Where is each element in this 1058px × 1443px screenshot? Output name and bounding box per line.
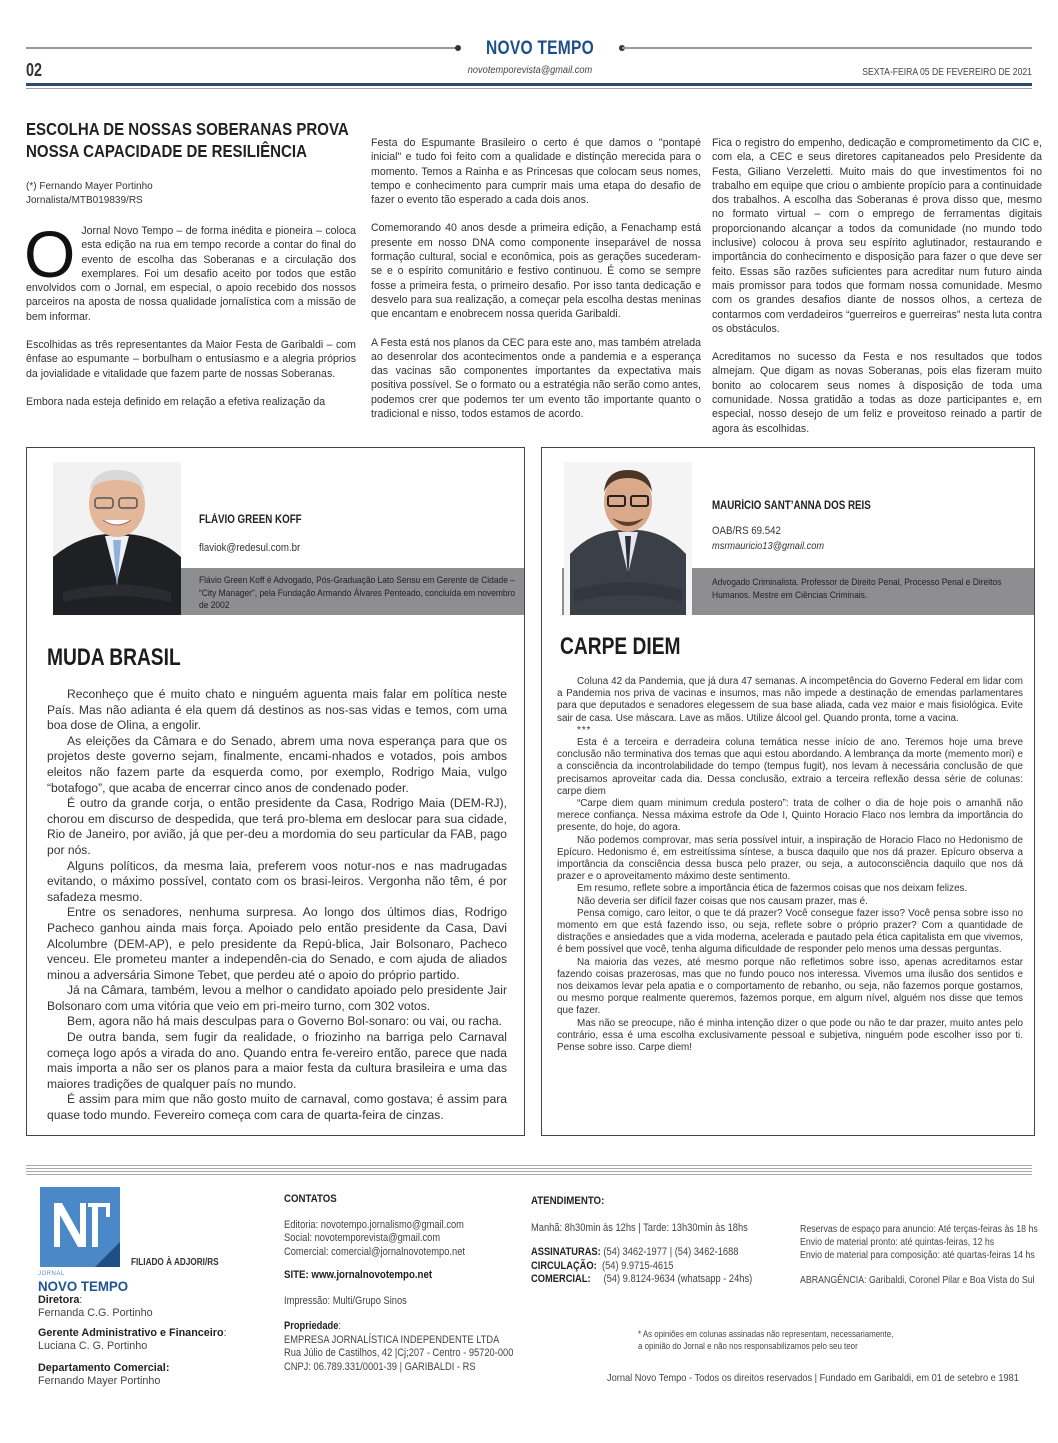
column-paragraph: Bem, agora não há mais desculpas para o Governo Bol-sonaro: ou vai, ou racha. — [67, 1014, 502, 1029]
disclaimer-line: * As opiniões em colunas assinadas não representam, necessariamente, — [638, 1329, 894, 1339]
author-bio: Flávio Green Koff é Advogado, Pós-Graduação Lato Sensu em Gerente de Cidade – “City Manager”, pela Fundação Armando Álvares Penteado, concluída em novembro de 2002 — [199, 574, 516, 610]
printing-info: Impressão: Multi/Grupo Sinos — [284, 1294, 407, 1307]
masthead-dot-left — [455, 45, 461, 51]
author-photo — [564, 462, 692, 615]
contact-social[interactable]: Social: novotemporevista@gmail.com — [284, 1232, 441, 1244]
column-carpe-diem — [541, 447, 1035, 1136]
author-name: MAURÍCIO SANT’ANNA DOS REIS — [712, 500, 871, 512]
page-number: 02 — [26, 60, 43, 80]
column-title: CARPE DIEM — [560, 633, 681, 660]
portrait-icon — [53, 462, 181, 615]
masthead-title: NOVO TEMPO — [485, 38, 595, 59]
staff-name: Fernando Mayer Portinho — [38, 1374, 161, 1387]
property-address: Rua Júlio de Castilhos, 42 |Cj;207 - Centro - 95720-000 — [284, 1347, 514, 1359]
section-separator: *** — [577, 724, 592, 736]
contacts-block: CONTATOS Editoria: novotempo.jornalismo@gmail.com Social: novotemporevista@gmail.com Comercial: comercial@jornalnovotempo.net SITE: www.jornalnovotempo.net Impressão: Multi/Grupo Sinos Propriedade: EMPRESA JORNALÍSTICA INDEPENDENTE LTDA Rua Júlio de Castilhos, 42 |Cj;207 - Centro - 95720-000 CNPJ: 06.789.331/0001-39 | GARIBALDI - RS — [284, 1193, 514, 1373]
service-hours: Manhã: 8h30min às 12hs | Tarde: 13h30min às 18hs — [531, 1221, 748, 1234]
staff-role: Departamento Comercial — [38, 1362, 166, 1374]
editorial-paragraph-continued: Embora nada esteja definido em relação a efetiva realização da — [26, 395, 326, 408]
edition-date: SEXTA-FEIRA 05 DE FEVEREIRO DE 2021 — [862, 66, 1032, 78]
column-body — [557, 676, 1023, 1054]
column-paragraph: É outro da grande corja, o então presidente da Casa, Rodrigo Maia (DEM-RJ), chorou em discurso de despedida, que terá pro-blema em deslocar para sua cidade, Rio de Janeiro, por avião, já que per-deu a mordomia do seu particular da FAB, pago por nós. — [47, 796, 507, 857]
lead-text: Jornal Novo Tempo – de forma inédita e pioneira – coloca esta edição na rua em tempo recorde a contar do final do evento de escolha das Soberanas e a circulação dos exemplares. Foi um desafio aceito por todos que estão envolvidos com o Jornal, em especial, o apoio recebido dos nossos parceiros na aposta de nossa qualidade jornalística com a missão de bem informar. — [26, 225, 356, 323]
column-paragraph: Não deveria ser difícil fazer coisas que nos causam prazer, mas é. — [577, 895, 868, 907]
byline-role: Jornalista/MTB019839/RS — [26, 195, 143, 206]
service-heading: ATENDIMENTO: — [531, 1195, 605, 1207]
editorial-byline — [26, 180, 356, 208]
editorial-paragraph: Escolhidas as três representantes da Maior Festa de Garibaldi – com ênfase ao espumante – borbulham o entusiasmo e a alegria próprios da jovialidade e vitalidade que fazem parte de nossas Soberanas. — [26, 339, 356, 380]
column-paragraph: “Carpe diem quam minimum credula postero”: trata de colher o dia de hoje pois o amanhã não merece confiança. Nessa máxima estrofe da Ode I, Quinto Horacio Flaco nos lembra da importância do presente, do hoje, do agora. — [557, 798, 1023, 834]
column-paragraph: Entre os senadores, nenhuma surpresa. Ao longo dos últimos dias, Rodrigo Pacheco ganhou ainda mais força. Apoiado pelo então presidente da Casa, Davi Alcolumbre (DEM-AP), e pelo presidente da Repú-blica, Jair Bolsonaro, Pacheco venceu. Ele prometeu manter a independên-cia do Senado, e com ajuda de aliados minou a adversária Simone Tebet, que perdeu até o apoio do próprio partido. — [47, 905, 507, 982]
masthead-rule-left — [26, 47, 456, 49]
affiliation: FILIADO À ADJORI/RS — [131, 1257, 219, 1268]
deadline-item: Envio de material pronto: até quintas-feiras, 12 hs — [800, 1237, 995, 1248]
editorial-headline — [26, 118, 361, 162]
author-email[interactable]: flaviok@redesul.com.br — [199, 542, 301, 554]
headline-line-1: ESCOLHA DE NOSSAS SOBERANAS PROVA — [26, 119, 349, 139]
contact-editoria[interactable]: Editoria: novotempo.jornalismo@gmail.com — [284, 1218, 464, 1231]
footer-rule — [26, 1165, 1032, 1166]
contacts-heading: CONTATOS — [284, 1193, 337, 1205]
column-paragraph: Já na Câmara, também, levou a melhor o candidato apoiado pelo presidente Jair Bolsonaro com uma vitória que veio em pri-meiro turno, com 302 votos. — [47, 983, 507, 1013]
dropcap-letter: O — [24, 217, 76, 291]
column-paragraph: Pensa comigo, caro leitor, o que te dá prazer? Você consegue fazer isso? Você pensa sobre isso no momento em que está fazendo isso, ou seja, reflete sobre o próprio prazer? Com a quantidade de distrações e ansiedades que a vida moderna, acelerada e pautado pela ética capitalista em que vivemos, é bem possível que você, tenha alguma dificuldade de responder pelo menos uma dessas perguntas. — [557, 907, 1023, 956]
nt-logo-icon — [40, 1187, 120, 1267]
column-paragraph: Reconheço que é muito chato e ninguém aguenta mais falar em política neste País. Mas não adianta é ela quem dá destinos as nos-sas vidas e temos, com uma boa dose de Olina, a engolir. — [47, 687, 507, 733]
property-cnpj: CNPJ: 06.789.331/0001-39 | GARIBALDI - RS — [284, 1360, 476, 1373]
footer-rule — [26, 1174, 1032, 1175]
circulation-phone[interactable]: (54) 9.9715-4615 — [601, 1259, 674, 1272]
author-photo — [53, 462, 181, 615]
staff-manager: Gerente Administrativo e Financeiro: Luciana C. G. Portinho — [38, 1327, 227, 1352]
editorial-paragraph: Fica o registro do empenho, dedicação e comprometimento da CIC e, com ela, a CEC e seus diretores capitaneados pelo Presidente da Festa, Giliano Verzeletti. Muito mais do que investimentos foi no trabalho em equipe que criou o ambiente propício para a continuidade dos trabalhos. A escolha das Soberanas é prova disso que, mesmo no formato virtual – com o emprego de ferramentas digitais proporcionando alcançar a todos da comunidade (no mundo todo inclusive) colocou à prova seu espírito aglutinador, restaurando e importância do conhecimento e disposição para fazer o que deve ser feito. Essas são razões suficientes para acreditar num futuro ainda mais promissor para todos que formam nossa comunidade. Mesmo com os grandes desafios diante de nossos olhos, a certeza de contarmos com verdadeiros “guerreiros e guerreiras” nesta luta contra os obstáculos. — [712, 137, 1042, 335]
copyright-line — [607, 1372, 1058, 1386]
staff-name: Luciana C. G. Portinho — [38, 1339, 148, 1352]
column-paragraph: Esta é a terceira e derradeira coluna temática nesse início de ano. Teremos hoje uma breve conclusão não terminativa dos temas que aqui estou abordando. A lembrança da morte (memento mori) e a consciência da incontrolabilidade do tempo (tempus fugit), nos levam à necessária conclusão de que precisamos aproveitar cada dia. Dessa conclusão, extraio a terceira reflexão dessa série de colunas: carpe diem — [557, 737, 1023, 797]
disclaimer — [638, 1328, 928, 1352]
deadline-item: Reservas de espaço para anuncio: Até terças-feiras às 18 hs — [800, 1224, 1038, 1235]
column-paragraph: É assim para mim que não gosto muito de carnaval, como gostava; é assim para quase todo mundo. Fevereiro começa com cara de quarta-feira de cinzas. — [47, 1092, 507, 1123]
site-link[interactable]: SITE: www.jornalnovotempo.net — [284, 1269, 433, 1281]
editorial-column-3 — [712, 136, 1042, 450]
circulation-label: CIRCULAÇÃO: — [531, 1259, 597, 1272]
staff-name: Fernanda C.G. Portinho — [38, 1306, 153, 1319]
author-email[interactable]: msrmauricio13@gmail.com — [712, 540, 825, 552]
logo-subtitle: JORNAL — [38, 1271, 65, 1277]
footer-rule — [26, 1168, 1032, 1169]
service-block — [531, 1195, 782, 1287]
masthead-rule-right — [622, 47, 1032, 49]
portrait-icon — [564, 462, 692, 615]
author-registration: OAB/RS 69.542 — [712, 525, 781, 537]
column-body — [47, 687, 507, 1124]
editorial-paragraph: Acreditamos no sucesso da Festa e nos resultados que todos almejam. Que digam as novas Soberanas, pois elas fizeram muito bonito ao colocarem seus nomes à disposição de toda uma comunidade. Nossa gratidão a todas as doze participantes e, em especial, nosso desejo de um feliz e proveitoso reinado a partir de agora às escolhidas. — [712, 351, 1042, 435]
author-name: FLÁVIO GREEN KOFF — [199, 514, 302, 526]
editorial-paragraph: A Festa está nos planos da CEC para este ano, mas também atrelada ao desenrolar dos acontecimentos onde a pandemia e a esperança das vacinas são componentes importantes da expectativa mais positiva possível. Se o formato ou a estratégia não serão como antes, podemos crer que podemos ter um evento tão importante quanto o tradicional e nisso, todos estamos de acordo. — [371, 336, 701, 421]
byline-name: (*) Fernando Mayer Portinho — [26, 181, 153, 192]
editorial-column-2 — [371, 136, 701, 435]
disclaimer-line: a opinião do Jornal e não nos responsabilizamos pelo seu teor — [638, 1341, 858, 1351]
subscriptions-phone[interactable]: (54) 3462-1977 | (54) 3462-1688 — [603, 1246, 739, 1258]
coverage-area: ABRANGÊNCIA: Garibaldi, Coronel Pilar e Boa Vista do Sul — [800, 1275, 1035, 1286]
staff-director: Diretora: Fernanda C.G. Portinho — [38, 1294, 153, 1319]
column-title: MUDA BRASIL — [47, 644, 181, 671]
column-paragraph: Em resumo, reflete sobre a importância ética de fazermos coisas que nos deixam felizes. — [577, 883, 968, 895]
editorial-paragraph: Comemorando 40 anos desde a primeira edição, a Fenachamp está presente em nosso DNA como componente inseparável de nossa formação cultural, social e econômica, pois as gerações sucederam-se e o espírito comunitário e festivo continuou. É como se sempre fosse a primeira festa, o primeiro desafio. Por isso tanta dedicação e desvelo para sua realização, a começar pela escolha destas meninas que encantam e enobrecem nossa querida Garibaldi. — [371, 222, 701, 321]
logo-wordmark: NOVO TEMPO — [38, 1278, 129, 1294]
column-paragraph: Mas não se preocupe, não é minha intenção dizer o que pode ou não te dar prazer, muito antes pelo contrário, essa é uma escolha exclusivamente pessoal e subjetiva, ninguém pode escolher isso por ti. Pense sobre isso. Carpe diem! — [557, 1017, 1023, 1054]
editorial-paragraph: Festa do Espumante Brasileiro o certo é que damos o "pontapé inicial" e tudo foi feito com a qualidade e distinção merecida para o momento. Temos a Rainha e as Princesas que colocam seus nomes, tempo e conhecimento para cumprir mais uma etapa do desafio de fazer o evento tão esperado a cada dois anos. — [371, 137, 701, 207]
column-paragraph: Não podemos comprovar, mas seria possível intuir, a inspiração de Horacio Flaco no Hedonismo de Epícuro. Hedonismo é, em estreitíssima síntese, a busca daquilo que nos dá prazer. Epícuro observa a importância da consciência dessa busca pelo prazer, ou seja, a autoconsciência daquilo que nos dá prazer e o aproveitamento máximo deste sentimento. — [557, 834, 1023, 883]
column-muda-brasil — [26, 447, 525, 1136]
column-paragraph: Na maioria das vezes, até mesmo porque não refletimos sobre isso, apenas acreditamos estar fazendo coisas prazerosas, mas que no fundo pouco nos interessa. Vivemos uma ilusão dos sentidos e nos deixamos levar pela apatia e o comportamento de rebanho, ou seja, não fazemos porque gostamos, ou mesmo porque realmente queremos, fazemos porque, em algum nível, alguém nos disse que temos que fazer. — [557, 956, 1023, 1017]
footer-rule — [26, 1171, 1032, 1172]
property-company: EMPRESA JORNALÍSTICA INDEPENDENTE LTDA — [284, 1333, 500, 1346]
masthead-email[interactable]: novotemporevista@gmail.com — [467, 64, 593, 76]
editorial-lead-paragraph — [24, 217, 356, 324]
commercial-phone[interactable]: (54) 9.8124-9634 (whatsapp - 24hs) — [603, 1273, 753, 1285]
contact-comercial[interactable]: Comercial: comercial@jornalnovotempo.net — [284, 1245, 465, 1258]
rights-text: Jornal Novo Tempo - Todos os direitos reservados | Fundado em Garibaldi, em 01 de setebro e 1981 — [607, 1372, 1019, 1384]
masthead-divider — [26, 83, 1032, 86]
column-paragraph: Alguns políticos, da mesma laia, preferem voos notur-nos e nas madrugadas evitando, o máximo possível, contato com os brasi-leiros. Vergonha não têm, é por safadeza mesmo. — [47, 858, 507, 904]
commercial-label: COMERCIAL: — [531, 1273, 591, 1285]
deadline-item: Envio de material para composição: até quartas-feiras 14 hs — [800, 1250, 1035, 1261]
editorial-column-1 — [26, 118, 356, 423]
deadlines-block — [800, 1223, 1058, 1287]
headline-line-2: NOSSA CAPACIDADE DE RESILIÊNCIA — [26, 141, 307, 161]
column-paragraph: Coluna 42 da Pandemia, que já dura 47 semanas. A incompetência do Governo Federal em lidar com a Pandemia nos priva de vacinas e insumos, mas não impede a destinação de emendas parlamentares para que deputados e senadores elegessem de sua base aliada, cada vez maior e mais fisiológica. Evite sair de casa. Use máscara. Lave as mãos. Utilize álcool gel. Quando pronta, tome a vacina. — [557, 676, 1023, 724]
column-paragraph: De outra banda, sem fugir da realidade, o friozinho na barriga pelo Carnaval começa logo após a virada do ano. Quando entra fe-vereiro então, parece que nada mais importa a não ser os planos para a maior festa da cultura brasileira e uma das maiores tradições de qualquer país no mundo. — [47, 1030, 507, 1091]
masthead-divider-thin — [26, 88, 1032, 89]
column-paragraph: As eleições da Câmara e do Senado, abrem uma nova esperança para que os projetos deste governo sejam, finalmente, encami-nhados e votados, pois ambos eleitos não fazem parte da esquerda como, por exemplo, Rodrigo Maia, vulgo “botafogo”, que acaba de encerrar cinco anos de condenado poder. — [47, 733, 507, 795]
property-label: Propriedade — [284, 1320, 339, 1332]
staff-role: Gerente Administrativo e Financeiro — [38, 1327, 224, 1339]
staff-commercial: Departamento Comercial: Fernando Mayer Portinho — [38, 1362, 170, 1387]
subscriptions-label: ASSINATURAS: — [531, 1246, 601, 1258]
staff-role: Diretora — [38, 1294, 80, 1306]
author-bio: Advogado Criminalista. Professor de Direito Penal, Processo Penal e Direitos Humanos. Mestre em Ciências Criminais. — [712, 576, 1002, 600]
newspaper-logo — [40, 1187, 120, 1267]
